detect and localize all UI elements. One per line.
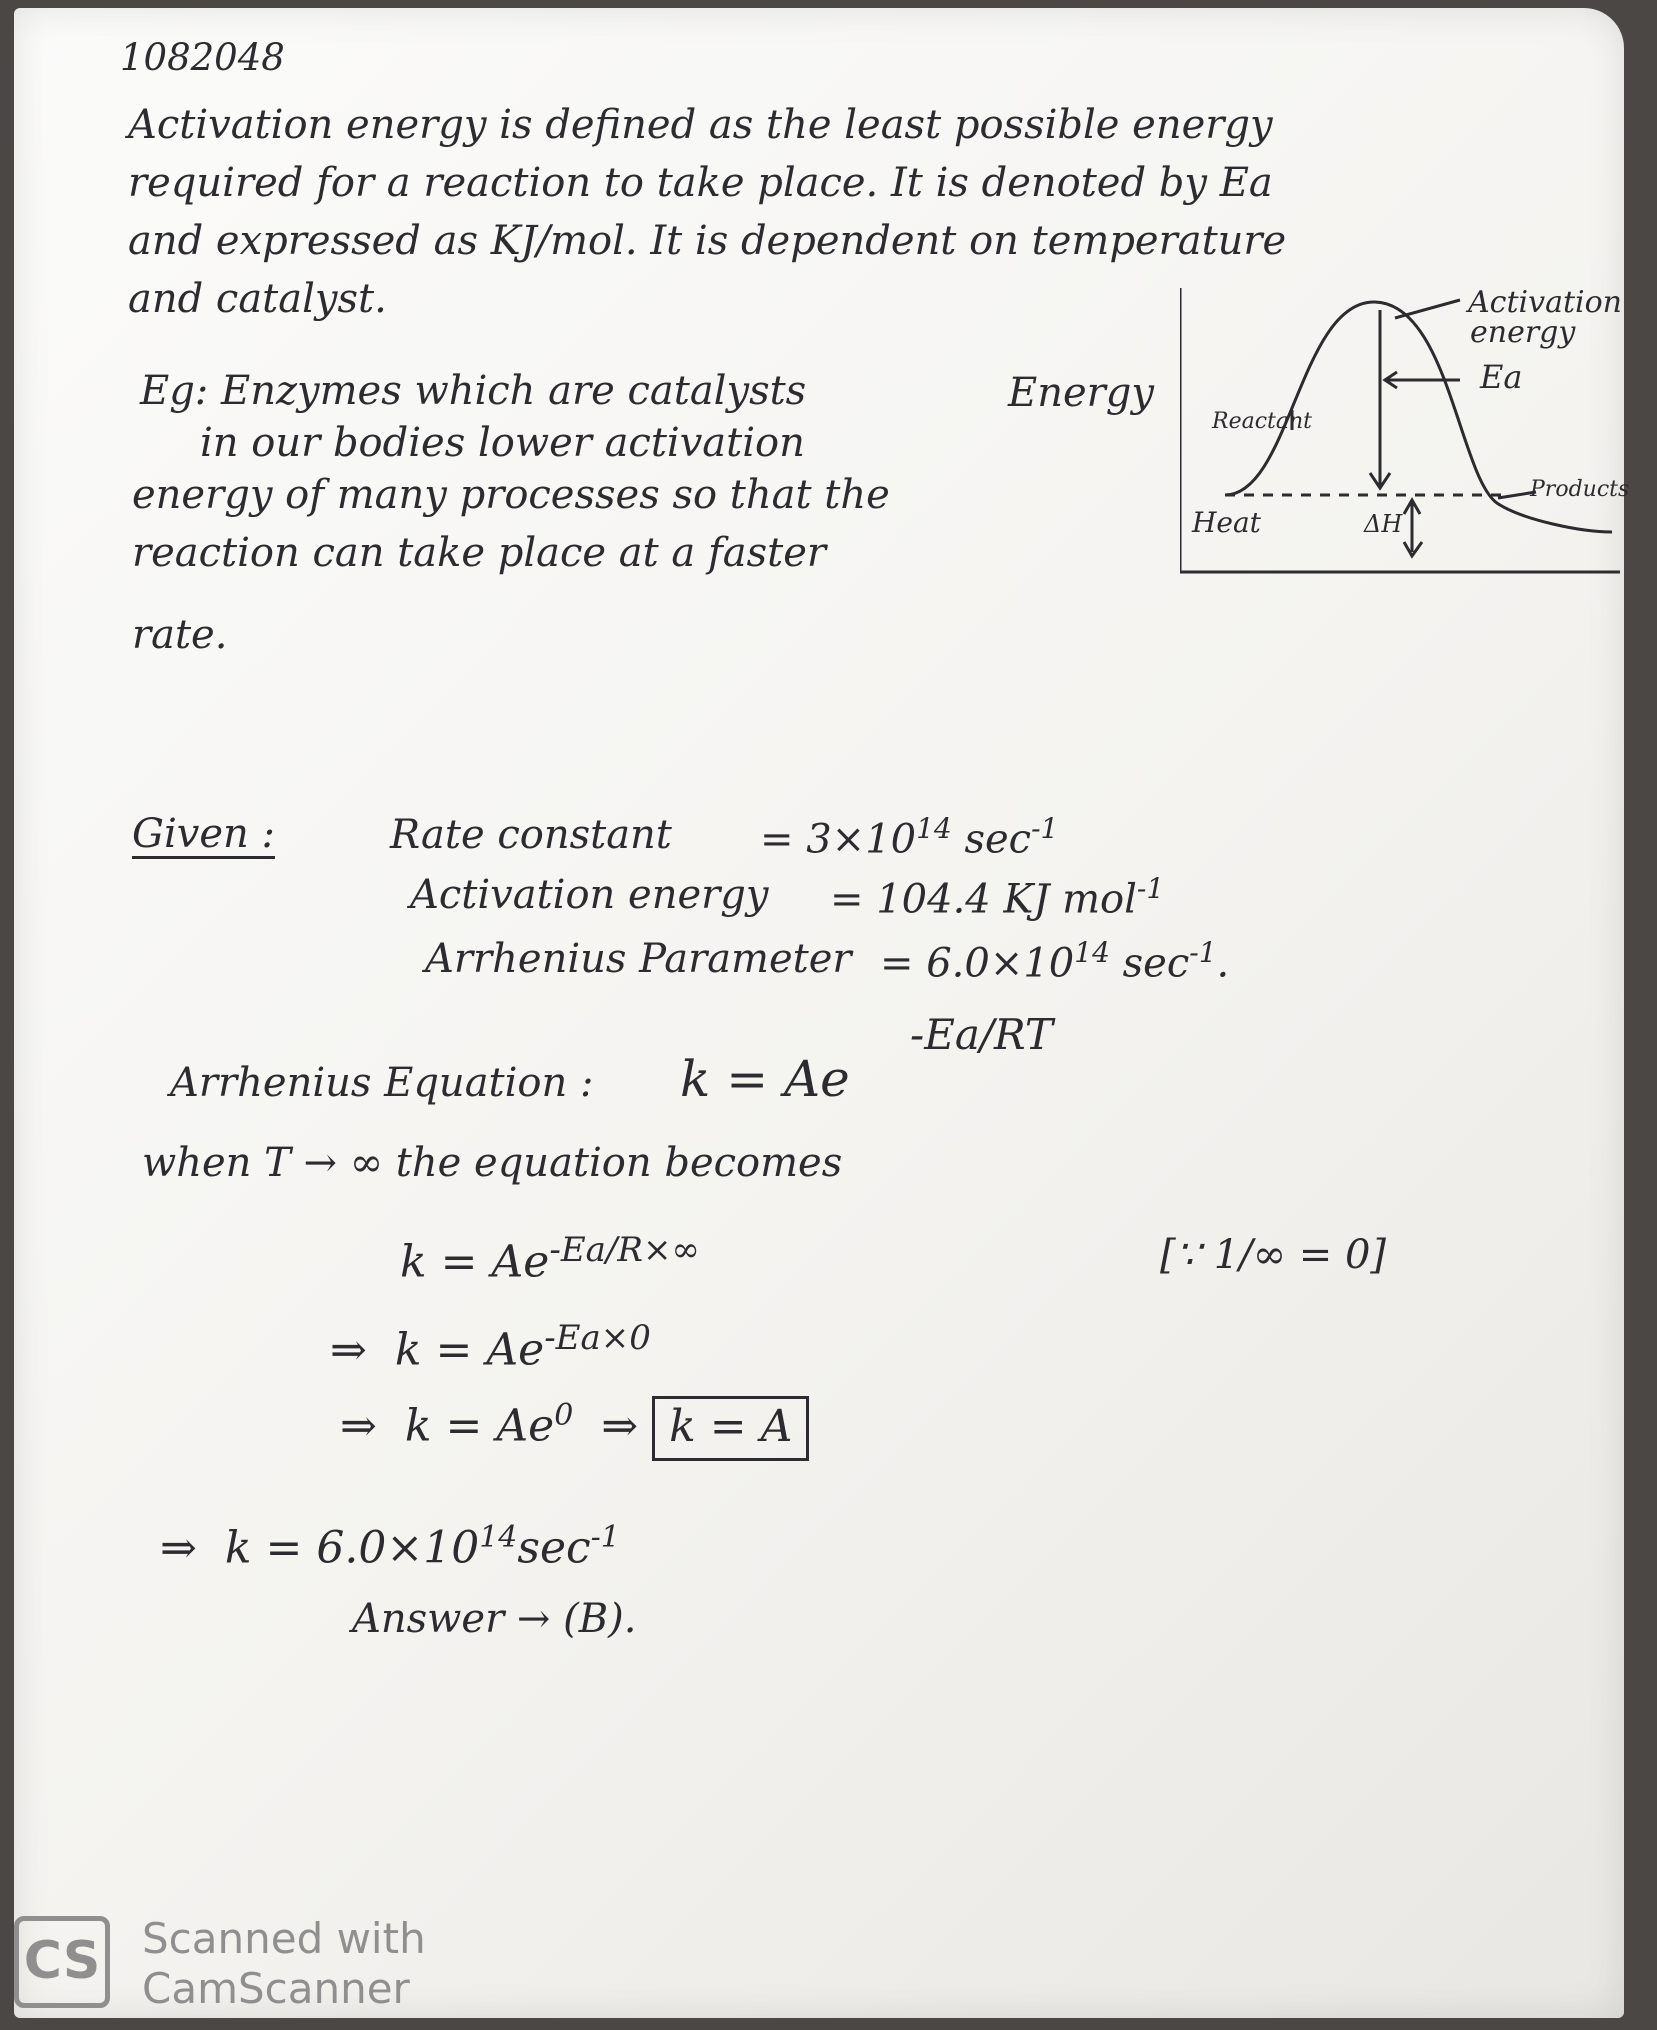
arrhenius-exponent: -Ea/RT	[910, 1010, 1053, 1059]
definition-line-4: and catalyst.	[128, 276, 387, 322]
result-box: k = A	[652, 1396, 809, 1461]
rate-constant-value: = $3\times 10^{14}$ $\sec^{-1}$	[760, 812, 1059, 863]
activation-pointer	[1395, 300, 1460, 318]
example-line-4: reaction can take place at a faster	[132, 530, 827, 576]
products-label: Products	[1530, 477, 1630, 502]
example-line-5: rate.	[132, 612, 228, 658]
final-result: ⇒ $k = 6.0\times 10^{14}\sec^{-1}$	[160, 1520, 620, 1574]
rate-constant-label: Rate constant	[390, 812, 672, 858]
activation-energy-value: = 104.4 KJ mol$^{-1}$	[830, 872, 1165, 923]
energy-profile-diagram	[1180, 270, 1640, 590]
ea-label: Ea	[1480, 358, 1523, 396]
derivation-intro: when T → ∞ the equation becomes	[142, 1140, 843, 1186]
activation-label-line-2: energy	[1470, 315, 1576, 350]
reactant-label: Reactant	[1212, 409, 1312, 434]
example-line-2: in our bodies lower activation	[200, 420, 805, 466]
definition-line-1: Activation energy is defined as the least possible energy	[128, 102, 1273, 148]
watermark-line-1: Scanned with	[142, 1914, 426, 1963]
definition-line-3: and expressed as KJ/mol. It is dependent on temperature	[128, 218, 1287, 264]
activation-label-line-1: Activation	[1468, 285, 1622, 320]
derivation-step-2: ⇒ $k = Ae^{-Ea\times 0}$	[330, 1318, 651, 1376]
definition-line-2: required for a reaction to take place. It is denoted by Ea	[128, 160, 1273, 206]
heat-label: Heat	[1192, 506, 1261, 539]
diagram-energy-label: Energy	[1008, 370, 1154, 416]
activation-energy-label: Activation energy	[410, 872, 769, 918]
delta-h-label: ΔH	[1364, 510, 1403, 538]
derivation-step-1: $k = Ae^{-Ea/R\times\infty}$	[400, 1230, 700, 1288]
arrhenius-equation: k = Ae	[680, 1050, 850, 1108]
arrhenius-equation-label: Arrhenius Equation :	[170, 1060, 594, 1106]
document-id: 1082048	[120, 36, 285, 79]
given-label: Given :	[132, 811, 275, 857]
watermark-line-2: CamScanner	[142, 1964, 410, 2013]
arrhenius-parameter-label: Arrhenius Parameter	[425, 936, 852, 982]
example-line-3: energy of many processes so that the	[132, 472, 890, 518]
example-line-1: Eg: Enzymes which are catalysts	[140, 368, 807, 414]
answer-text: Answer → (B).	[352, 1596, 637, 1642]
derivation-step-3: ⇒ $k = Ae^0$ ⇒ k = A	[340, 1398, 809, 1452]
arrhenius-parameter-value: = $6.0\times 10^{14}$ $\sec^{-1}$.	[880, 936, 1230, 987]
derivation-note: [∵ 1/∞ = 0]	[1160, 1232, 1387, 1278]
camscanner-logo: CS	[14, 1916, 110, 2008]
